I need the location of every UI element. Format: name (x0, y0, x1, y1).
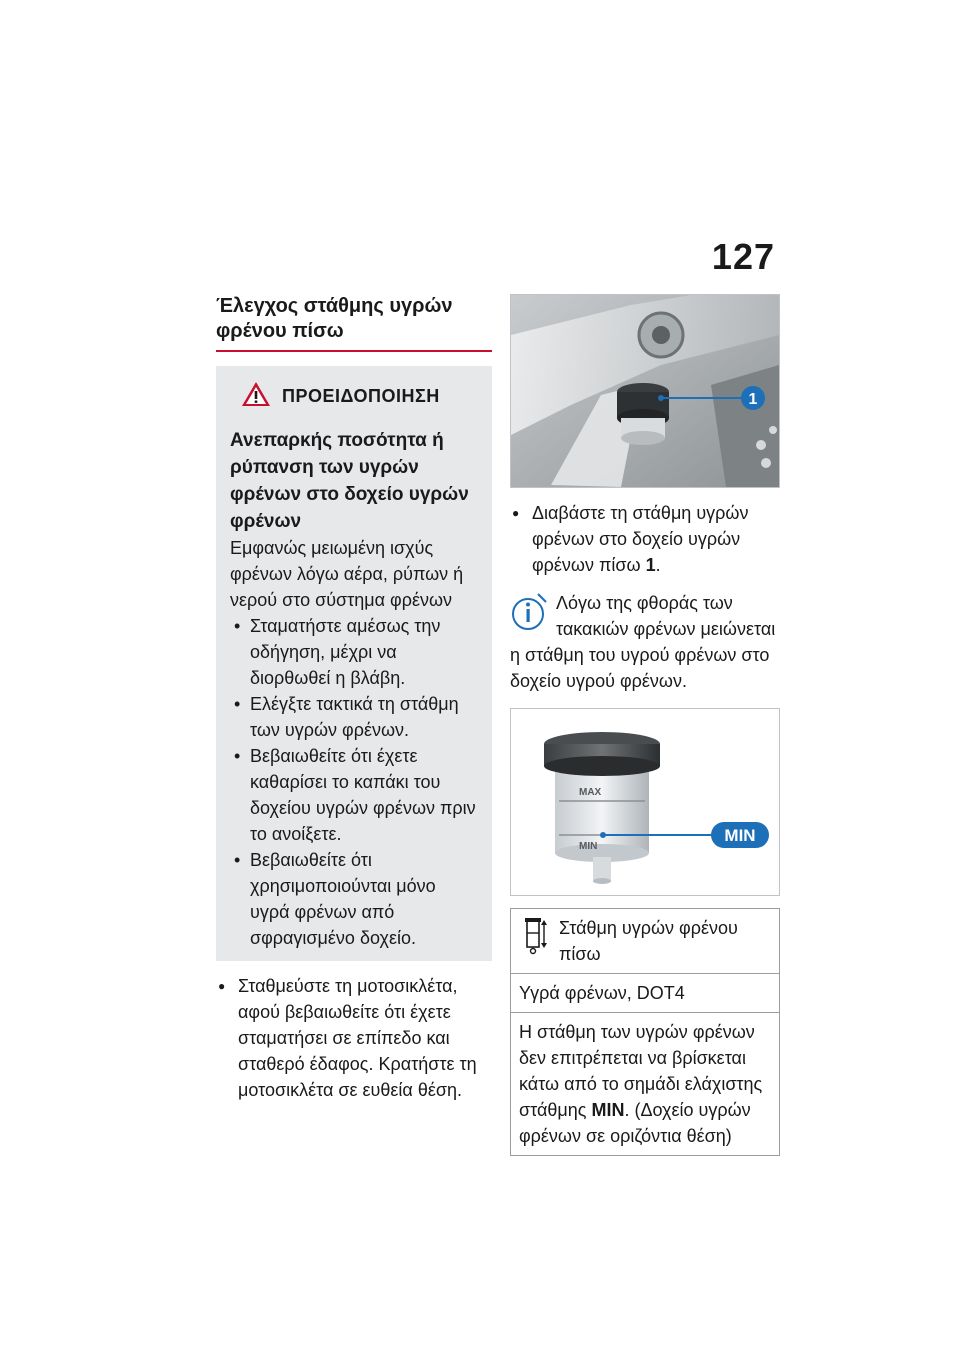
step-park-motorcycle: ● Σταθμεύστε τη μοτοσικλέτα, αφού βεβαιωθείτε ότι έχετε σταματήσει σε επίπεδο και σταθερό έδαφος. Κρατήστε τη μοτοσικλέτα σε ευθεία θέση. (216, 973, 492, 1103)
spec-fluid: Υγρά φρένων, DOT4 (519, 983, 685, 1003)
fluid-level-icon (519, 915, 549, 967)
min-callout-label: MIN (724, 826, 756, 845)
spec-desc-min: MIN (591, 1100, 625, 1120)
warning-triangle-icon (240, 380, 272, 413)
spec-title-row (511, 909, 779, 973)
step-read-fluid-level (510, 500, 780, 578)
spec-title: Στάθμη υγρών φρένου πίσω (559, 918, 738, 964)
page-number: 127 (711, 236, 775, 277)
spec-description-row (511, 1012, 779, 1155)
spec-desc-after: . (Δοχείο υγρών φρένων σε οριζόντια θέση) (519, 1100, 751, 1146)
warning-label: ΠΡΟΕΙΔΟΠΟΙΗΣΗ (282, 386, 440, 406)
warning-bullet: • Βεβαιωθείτε ότι έχετε καθαρίσει το καπάκι του δοχείου υγρών φρένων πριν το ανοίξετε. (230, 743, 478, 847)
figure1-callout-label: 1 (748, 391, 758, 408)
step-read-ref: 1 (645, 555, 656, 575)
reservoir-min-max-illustration (511, 709, 779, 895)
note-pad-wear (510, 590, 780, 694)
warning-bullet: • Βεβαιωθείτε ότι χρησιμοποιούνται μόνο υγρά φρένων από σφραγισμένο δοχείο. (230, 847, 478, 951)
warning-title: Ανεπαρκής ποσότητα ή ρύπανση των υγρών φρένων στο δοχείο υγρών φρένων (230, 430, 469, 532)
figure-reservoir-min-max (510, 708, 780, 896)
info-icon (510, 590, 550, 634)
figure-brake-reservoir-location (510, 294, 780, 488)
warning-header (230, 380, 478, 413)
warning-bullet: • Ελέγξτε τακτικά τη στάθμη των υγρών φρένων. (230, 691, 478, 743)
spec-table (510, 908, 780, 1156)
right-column (510, 294, 780, 1156)
step-read-end: . (655, 555, 661, 575)
min-mark-label: MIN (579, 841, 598, 852)
spec-fluid-row (511, 973, 779, 1012)
brake-reservoir-illustration (511, 295, 779, 487)
max-mark-label: MAX (579, 787, 602, 798)
warning-bullet-list (230, 613, 478, 951)
section-title: Έλεγχος στάθμης υγρών φρένου πίσω (216, 294, 492, 352)
note-text: Λόγω της φθοράς των τακακιών φρένων μειώνεται η στάθμη του υγρού φρένων στο δοχείο υγρού φρένων. (510, 593, 776, 691)
left-column (216, 294, 492, 1103)
warning-box (216, 366, 492, 961)
warning-text: Εμφανώς μειωμένη ισχύς φρένων λόγω αέρα, ρύπων ή νερού στο σύστημα φρένων (230, 538, 464, 610)
warning-bullet: • Σταματήστε αμέσως την οδήγηση, μέχρι να διορθωθεί η βλάβη. (230, 613, 478, 691)
spec-desc-before: Η στάθμη των υγρών φρένων δεν επιτρέπεται να βρίσκεται κάτω από το σημάδι ελάχιστης στάθμης (519, 1022, 763, 1120)
step-read-text: Διαβάστε τη στάθμη υγρών φρένων στο δοχείο υγρών φρένων πίσω (532, 503, 749, 575)
